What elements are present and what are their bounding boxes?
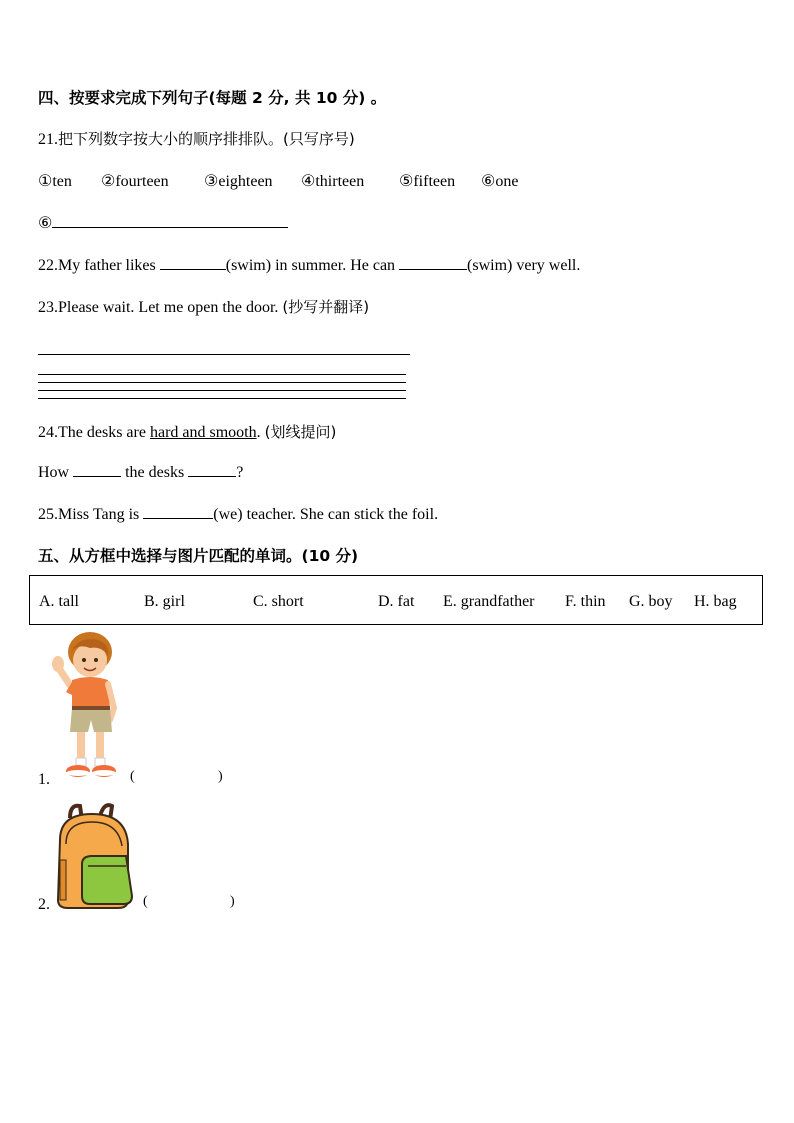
q23-translate-line[interactable]: [38, 382, 406, 383]
q21-answer-line: [38, 213, 288, 233]
item-2-number: 2.: [38, 896, 50, 913]
q21-option: ③eighteen: [204, 173, 273, 190]
q22-text-1: 22.My father likes: [38, 257, 160, 274]
q24-answer: [38, 462, 243, 482]
word-option: E. grandfather: [443, 593, 535, 610]
q24-blank-2[interactable]: [188, 462, 236, 477]
boy-picture: [50, 630, 122, 785]
q23-translate-line[interactable]: [38, 390, 406, 391]
q22: [38, 255, 580, 275]
q24-the-desks: the desks: [125, 464, 189, 481]
q25-blank[interactable]: [143, 504, 213, 519]
item-2-answer-field[interactable]: [152, 895, 226, 913]
q24-period: .: [256, 424, 265, 441]
section5-title: 五、从方框中选择与图片匹配的单词。(10 分): [38, 547, 359, 565]
item-2-paren-close: ): [230, 894, 235, 909]
word-option: C. short: [253, 593, 304, 610]
q24-hint: (划线提问): [264, 423, 337, 441]
q25: [38, 504, 438, 524]
word-option: G. boy: [629, 593, 673, 610]
word-option: B. girl: [144, 593, 185, 610]
q21-prompt-text: 把下列数字按大小的顺序排排队。(只写序号): [58, 130, 355, 148]
q24-underlined-phrase: hard and smooth: [149, 424, 257, 441]
q23-translate-line[interactable]: [38, 398, 406, 399]
q21-number: 21.: [38, 131, 58, 148]
q25-text-2: (we) teacher. She can stick the foil.: [213, 506, 439, 523]
q21-option: ①ten: [38, 173, 72, 190]
q24: [38, 421, 336, 442]
q23-translate-line[interactable]: [38, 374, 406, 375]
q24-question-mark: ?: [236, 464, 244, 481]
q23-hint: (抄写并翻译): [282, 298, 370, 316]
q24-text: 24.The desks are: [38, 424, 150, 441]
q25-text-1: 25.Miss Tang is: [38, 506, 144, 523]
q22-blank-2[interactable]: [399, 255, 467, 270]
q22-blank-1[interactable]: [160, 255, 226, 270]
item-1-paren-close: ): [218, 769, 223, 784]
item-1-number: 1.: [38, 771, 50, 788]
q23: [38, 296, 369, 317]
q24-blank-1[interactable]: [73, 462, 121, 477]
q21-option: ⑤fifteen: [399, 173, 456, 190]
word-box: [29, 575, 763, 625]
word-option: D. fat: [378, 593, 415, 610]
word-option: F. thin: [565, 593, 606, 610]
q23-sentence: 23.Please wait. Let me open the door.: [38, 299, 279, 316]
q23-copy-line[interactable]: [38, 354, 410, 355]
word-option: A. tall: [39, 593, 79, 610]
q22-text-2: (swim) in summer. He can: [225, 257, 400, 274]
q21-prompt: [38, 128, 355, 149]
item-2-paren-open: (: [143, 894, 148, 909]
q21-answer-blank[interactable]: [52, 213, 288, 228]
word-option: H. bag: [694, 593, 737, 610]
item-1-answer-field[interactable]: [140, 770, 214, 788]
q21-answer-prefix: ⑥: [38, 215, 53, 232]
q21-option: ②fourteen: [101, 173, 169, 190]
q24-how: How: [38, 464, 74, 481]
section4-title: 四、按要求完成下列句子(每题 2 分, 共 10 分) 。: [38, 89, 387, 107]
q21-option: ⑥one: [481, 173, 519, 190]
item-1-paren-open: (: [130, 769, 135, 784]
backpack-picture: [52, 800, 136, 912]
q21-option: ④thirteen: [301, 173, 365, 190]
q22-text-3: (swim) very well.: [467, 257, 581, 274]
